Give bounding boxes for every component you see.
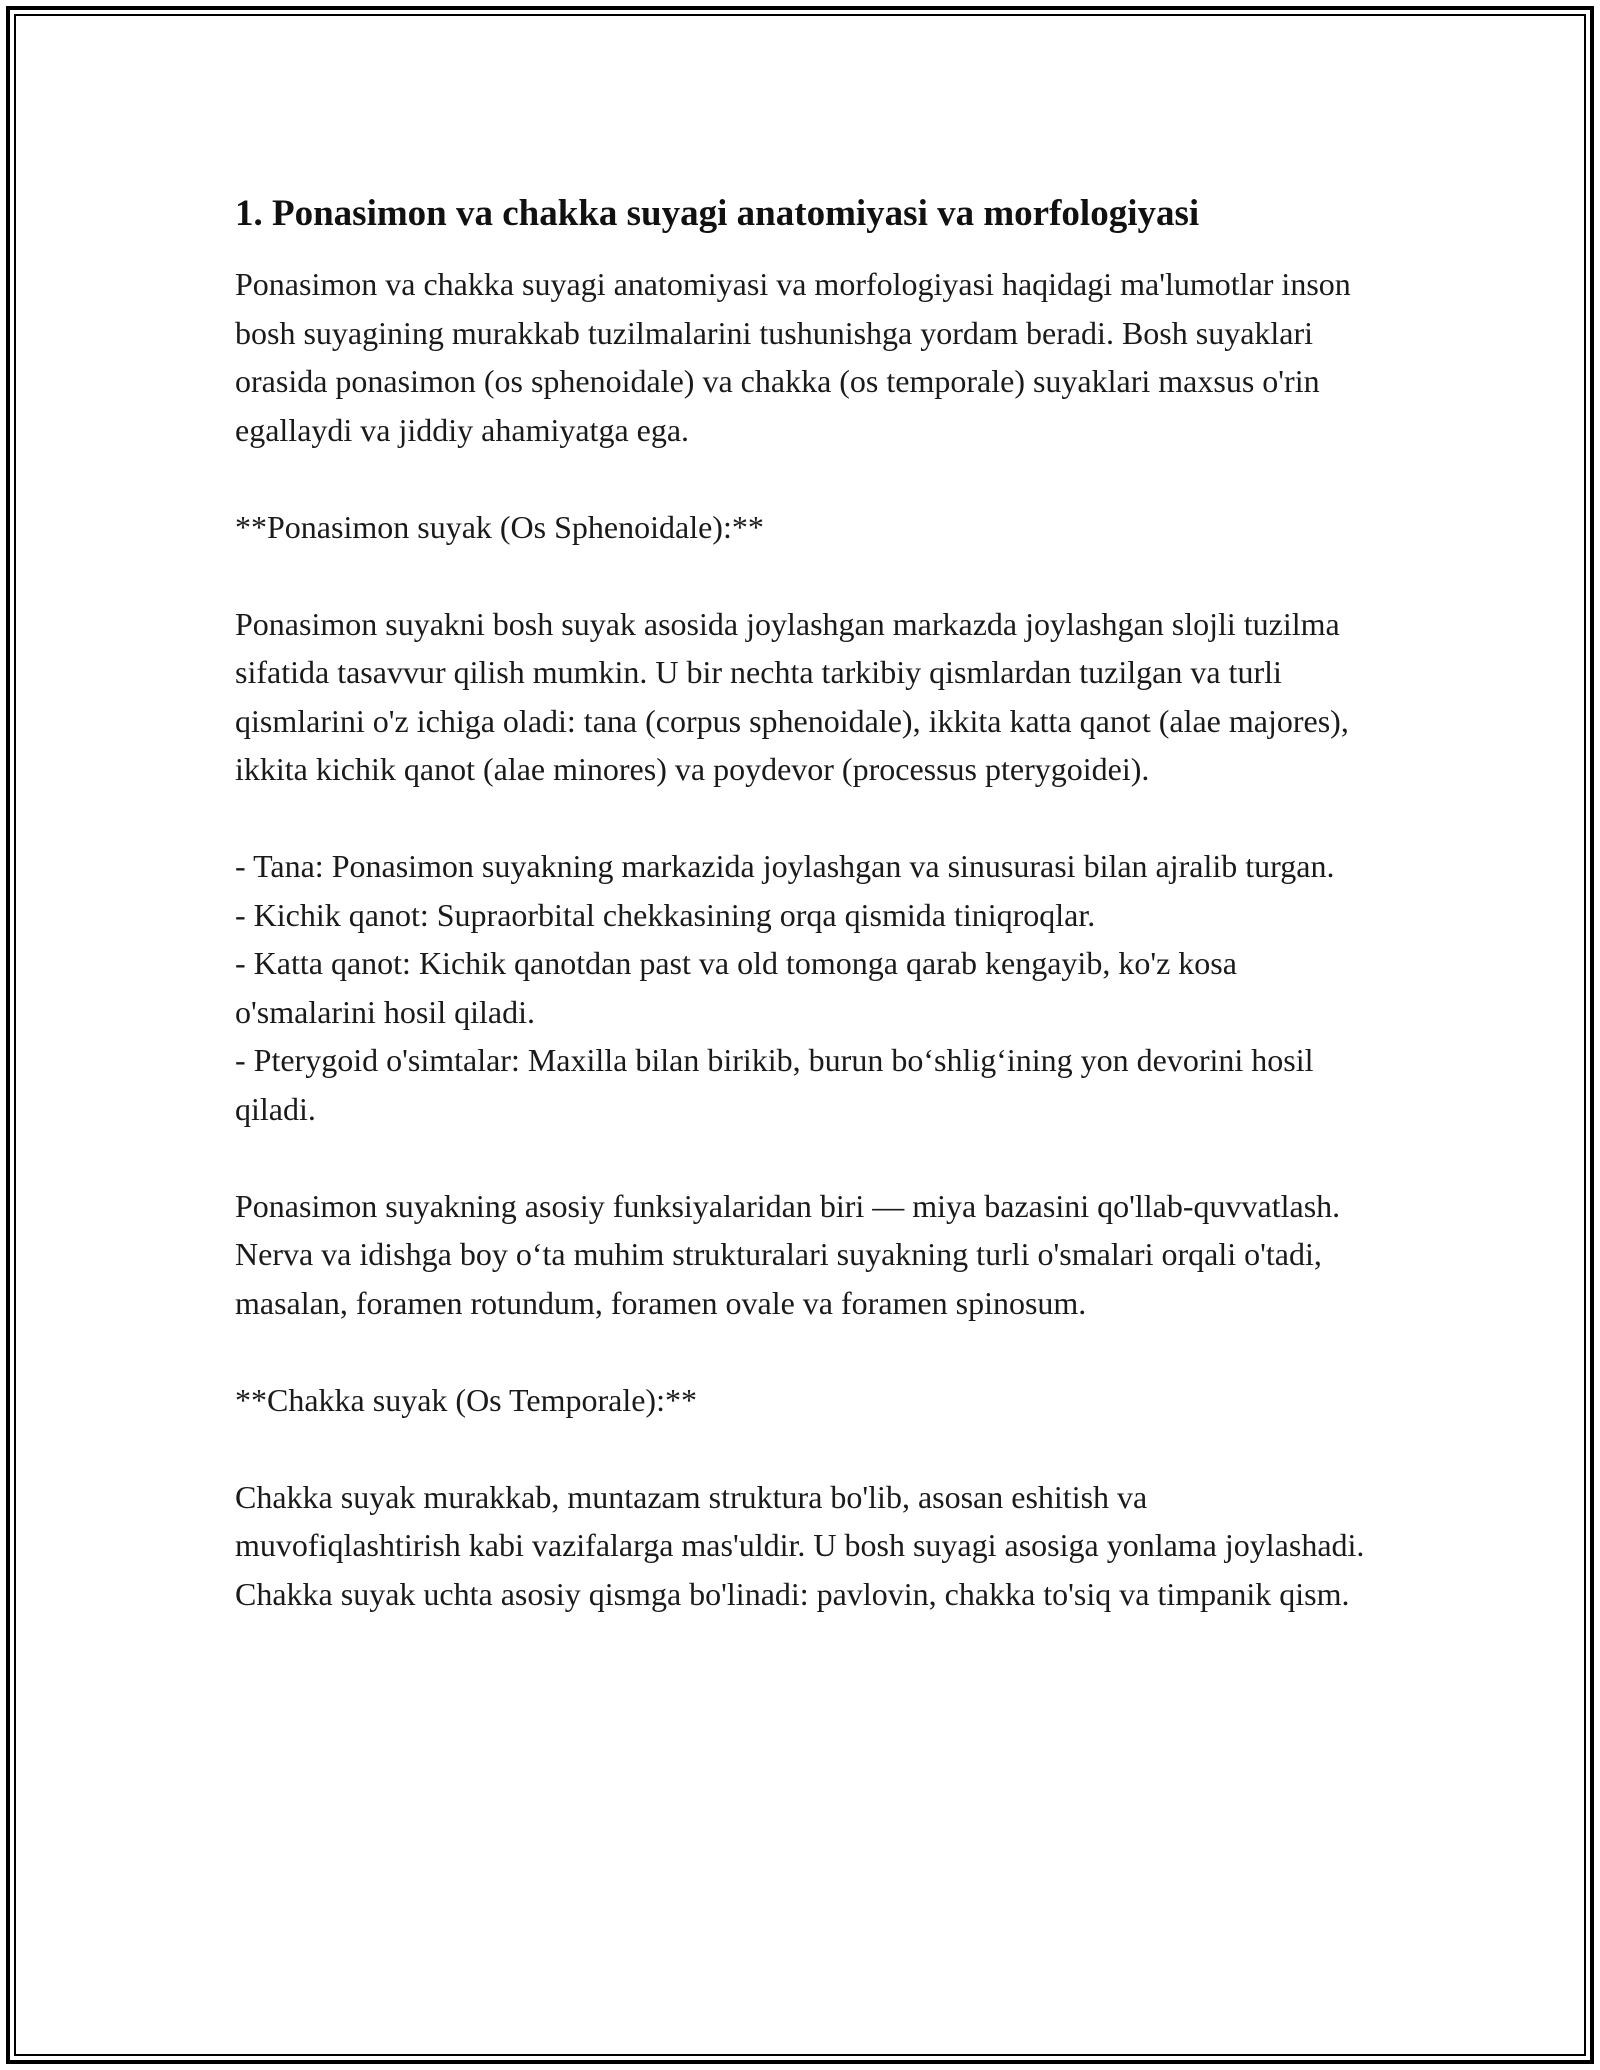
temporal-paragraph: Chakka suyak murakkab, muntazam struktura bo'lib, asosan eshitish va muvofiqlashtirish kabi vazifalarga mas'uldir. U bosh suyagi asosiga yonlama joylashadi. Chakka suyak uchta asosiy qismga bo'linadi: pavlovin, chakka to'siq va timpanik qism. bbox=[235, 1478, 1365, 1612]
paragraph-gap bbox=[235, 1424, 1375, 1473]
paragraph-gap bbox=[235, 794, 1375, 843]
temporal-subtitle: **Chakka suyak (Os Temporale):** bbox=[235, 1381, 697, 1418]
paragraph-gap bbox=[235, 454, 1375, 503]
paragraph-gap bbox=[235, 551, 1375, 600]
list-item: - Katta qanot: Kichik qanotdan past va old tomonga qarab kengayib, ko'z kosa o'smalarini hosil qiladi. bbox=[235, 945, 1237, 1030]
sphenoid-function-paragraph: Ponasimon suyakning asosiy funksiyalaridan biri — miya bazasini qo'llab-quvvatlash. Nerva va idishga boy o‘ta muhim strukturalari suyakning turli o'smalari orqali o'tadi, masalan, foramen rotundum, foramen ovale va foramen spinosum. bbox=[235, 1187, 1341, 1321]
intro-paragraph: Ponasimon va chakka suyagi anatomiyasi va morfologiyasi haqidagi ma'lumotlar inson bosh suyagining murakkab tuzilmalarini tushunishga yordam beradi. Bosh suyaklari orasida ponasimon (os sphenoidale) va chakka (os temporale) suyaklari maxsus o'rin egallaydi va jiddiy ahamiyatga ega. bbox=[235, 266, 1351, 448]
document-body bbox=[235, 190, 1375, 1618]
list-item: - Kichik qanot: Supraorbital chekkasining orqa qismida tiniqroqlar. bbox=[235, 896, 1096, 933]
section-heading: 1. Ponasimon va chakka suyagi anatomiyasi va morfologiyasi bbox=[235, 193, 1200, 234]
sphenoid-paragraph: Ponasimon suyakni bosh suyak asosida joylashgan markazda joylashgan slojli tuzilma sifatida tasavvur qilish mumkin. U bir nechta tarkibiy qismlardan tuzilgan va turli qismlarini o'z ichiga oladi: tana (corpus sphenoidale), ikkita katta qanot (alae majores), ikkita kichik qanot (alae minores) va poydevor (processus pterygoidei). bbox=[235, 605, 1349, 787]
sphenoid-subtitle: **Ponasimon suyak (Os Sphenoidale):** bbox=[235, 508, 764, 545]
list-item: - Pterygoid o'simtalar: Maxilla bilan birikib, burun bo‘shlig‘ining yon devorini hosil qiladi. bbox=[235, 1042, 1314, 1127]
list-item: - Tana: Ponasimon suyakning markazida joylashgan va sinusurasi bilan ajralib turgan. bbox=[235, 848, 1335, 884]
sphenoid-parts-list bbox=[235, 842, 1375, 1133]
paragraph-gap bbox=[235, 1133, 1375, 1182]
paragraph-gap bbox=[235, 1327, 1375, 1376]
